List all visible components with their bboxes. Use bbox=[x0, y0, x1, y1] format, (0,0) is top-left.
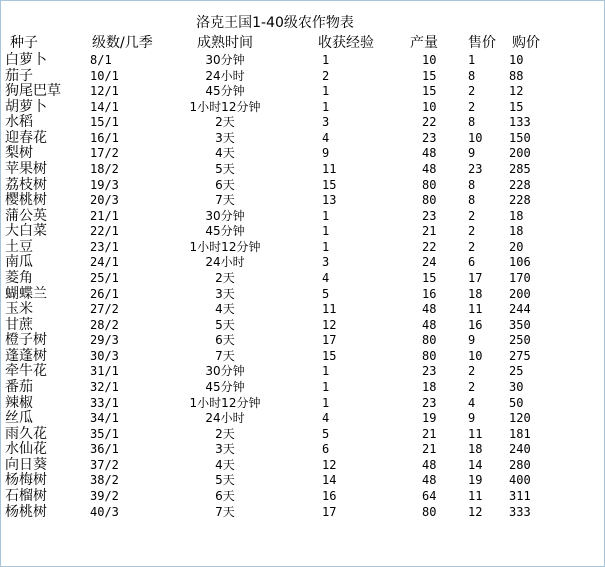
table-row bbox=[0, 178, 605, 193]
cell-level-seasons: 22/1 bbox=[90, 224, 119, 239]
cell-yield: 80 bbox=[422, 193, 437, 208]
table-row bbox=[0, 193, 605, 208]
cell-sell-price: 10 bbox=[468, 348, 483, 363]
cell-level-seasons: 28/2 bbox=[90, 317, 119, 332]
cell-buy-price: 88 bbox=[509, 68, 524, 83]
cell-seed: 茄子 bbox=[5, 67, 33, 84]
cell-level-seasons: 20/3 bbox=[90, 193, 119, 208]
cell-yield: 15 bbox=[422, 68, 437, 83]
header-seed: 种子 bbox=[10, 35, 38, 51]
cell-yield: 21 bbox=[422, 426, 437, 441]
cell-seed: 辣椒 bbox=[5, 394, 33, 411]
cell-sell-price: 2 bbox=[468, 224, 476, 239]
header-mature-time: 成熟时间 bbox=[197, 35, 253, 51]
cell-level-seasons: 30/3 bbox=[90, 348, 119, 363]
header-sell-price: 售价 bbox=[468, 35, 496, 51]
cell-sell-price: 14 bbox=[468, 457, 483, 472]
cell-sell-price: 18 bbox=[468, 286, 483, 301]
cell-seed: 荔枝树 bbox=[5, 176, 47, 193]
cell-buy-price: 228 bbox=[509, 193, 531, 208]
cell-yield: 18 bbox=[422, 379, 437, 394]
cell-sell-price: 2 bbox=[468, 208, 476, 223]
cell-seed: 牵牛花 bbox=[5, 363, 47, 380]
table-row bbox=[0, 146, 605, 161]
cell-buy-price: 150 bbox=[509, 130, 531, 145]
cell-buy-price: 244 bbox=[509, 302, 531, 317]
cell-seed: 土豆 bbox=[5, 238, 33, 255]
cell-sell-price: 2 bbox=[468, 364, 476, 379]
cell-mature-time: 3天 bbox=[215, 130, 235, 145]
cell-yield: 15 bbox=[422, 84, 437, 99]
table-row bbox=[0, 349, 605, 364]
cell-level-seasons: 33/1 bbox=[90, 395, 119, 410]
cell-yield: 80 bbox=[422, 333, 437, 348]
table-row bbox=[0, 364, 605, 379]
cell-mature-time: 30分钟 bbox=[205, 53, 245, 67]
cell-buy-price: 350 bbox=[509, 317, 531, 332]
cell-buy-price: 333 bbox=[509, 504, 531, 519]
cell-harvest-exp: 13 bbox=[322, 193, 337, 208]
cell-buy-price: 120 bbox=[509, 411, 531, 426]
cell-buy-price: 12 bbox=[509, 84, 524, 99]
table-row bbox=[0, 427, 605, 442]
cell-sell-price: 9 bbox=[468, 146, 476, 161]
cell-seed: 蒲公英 bbox=[5, 207, 47, 224]
cell-seed: 蝴蝶兰 bbox=[5, 285, 47, 302]
cell-yield: 21 bbox=[422, 442, 437, 457]
cell-seed: 南瓜 bbox=[5, 254, 33, 271]
table-row bbox=[0, 53, 605, 68]
cell-sell-price: 6 bbox=[468, 255, 476, 270]
cell-yield: 23 bbox=[422, 130, 437, 145]
cell-buy-price: 15 bbox=[509, 99, 524, 114]
cell-buy-price: 20 bbox=[509, 239, 524, 254]
cell-mature-time: 24小时 bbox=[205, 411, 245, 426]
cell-seed: 白萝卜 bbox=[5, 52, 47, 68]
cell-mature-time: 5天 bbox=[215, 161, 235, 176]
cell-yield: 64 bbox=[422, 488, 437, 503]
cell-buy-price: 181 bbox=[509, 426, 531, 441]
cell-level-seasons: 35/1 bbox=[90, 426, 119, 441]
cell-seed: 杨桃树 bbox=[5, 503, 47, 520]
cell-sell-price: 12 bbox=[468, 504, 483, 519]
cell-level-seasons: 19/3 bbox=[90, 177, 119, 192]
cell-mature-time: 1小时12分钟 bbox=[189, 239, 261, 254]
header-level-seasons: 级数/几季 bbox=[92, 35, 153, 51]
cell-yield: 19 bbox=[422, 411, 437, 426]
cell-sell-price: 8 bbox=[468, 193, 476, 208]
table-row bbox=[0, 505, 605, 520]
cell-seed: 苹果树 bbox=[5, 160, 47, 177]
table-row bbox=[0, 442, 605, 457]
cell-harvest-exp: 1 bbox=[322, 224, 330, 239]
cell-seed: 杨梅树 bbox=[5, 472, 47, 489]
cell-level-seasons: 15/1 bbox=[90, 115, 119, 130]
cell-mature-time: 4天 bbox=[215, 146, 235, 161]
cell-sell-price: 17 bbox=[468, 270, 483, 285]
cell-harvest-exp: 4 bbox=[322, 130, 330, 145]
cell-harvest-exp: 1 bbox=[322, 84, 330, 99]
cell-level-seasons: 23/1 bbox=[90, 239, 119, 254]
table-row bbox=[0, 396, 605, 411]
cell-level-seasons: 29/3 bbox=[90, 333, 119, 348]
cell-seed: 石榴树 bbox=[5, 487, 47, 504]
cell-harvest-exp: 16 bbox=[322, 488, 337, 503]
cell-level-seasons: 17/2 bbox=[90, 146, 119, 161]
cell-harvest-exp: 5 bbox=[322, 426, 330, 441]
cell-harvest-exp: 1 bbox=[322, 395, 330, 410]
cell-level-seasons: 25/1 bbox=[90, 270, 119, 285]
cell-buy-price: 106 bbox=[509, 255, 531, 270]
cell-sell-price: 2 bbox=[468, 239, 476, 254]
cell-harvest-exp: 15 bbox=[322, 177, 337, 192]
cell-buy-price: 250 bbox=[509, 333, 531, 348]
cell-sell-price: 2 bbox=[468, 84, 476, 99]
cell-harvest-exp: 14 bbox=[322, 473, 337, 488]
table-title: 洛克王国1-40级农作物表 bbox=[196, 15, 354, 31]
cell-mature-time: 3天 bbox=[215, 286, 235, 301]
table-row bbox=[0, 69, 605, 84]
cell-harvest-exp: 12 bbox=[322, 457, 337, 472]
cell-sell-price: 1 bbox=[468, 53, 476, 67]
cell-harvest-exp: 1 bbox=[322, 379, 330, 394]
table-row bbox=[0, 287, 605, 302]
cell-level-seasons: 10/1 bbox=[90, 68, 119, 83]
cell-buy-price: 10 bbox=[509, 53, 524, 67]
cell-buy-price: 50 bbox=[509, 395, 524, 410]
cell-buy-price: 275 bbox=[509, 348, 531, 363]
table-row bbox=[0, 224, 605, 239]
cell-sell-price: 9 bbox=[468, 333, 476, 348]
cell-mature-time: 3天 bbox=[215, 442, 235, 457]
cell-yield: 80 bbox=[422, 504, 437, 519]
cell-buy-price: 311 bbox=[509, 488, 531, 503]
cell-level-seasons: 34/1 bbox=[90, 411, 119, 426]
cell-sell-price: 23 bbox=[468, 161, 483, 176]
cell-mature-time: 45分钟 bbox=[205, 84, 245, 99]
cell-seed: 甘蔗 bbox=[5, 316, 33, 333]
cell-yield: 48 bbox=[422, 457, 437, 472]
cell-harvest-exp: 1 bbox=[322, 208, 330, 223]
cell-mature-time: 45分钟 bbox=[205, 379, 245, 394]
cell-yield: 22 bbox=[422, 115, 437, 130]
cell-harvest-exp: 5 bbox=[322, 286, 330, 301]
cell-buy-price: 200 bbox=[509, 286, 531, 301]
cell-seed: 雨久花 bbox=[5, 425, 47, 442]
cell-seed: 蓬蓬树 bbox=[5, 347, 47, 364]
cell-level-seasons: 38/2 bbox=[90, 473, 119, 488]
cell-seed: 樱桃树 bbox=[5, 192, 47, 209]
cell-harvest-exp: 3 bbox=[322, 255, 330, 270]
cell-yield: 22 bbox=[422, 239, 437, 254]
table-row bbox=[0, 333, 605, 348]
cell-seed: 丝瓜 bbox=[5, 410, 33, 427]
cell-mature-time: 24小时 bbox=[205, 68, 245, 83]
cell-seed: 水仙花 bbox=[5, 441, 47, 458]
cell-sell-price: 16 bbox=[468, 317, 483, 332]
cell-level-seasons: 32/1 bbox=[90, 379, 119, 394]
cell-harvest-exp: 6 bbox=[322, 442, 330, 457]
cell-level-seasons: 8/1 bbox=[90, 53, 112, 67]
table-row bbox=[0, 115, 605, 130]
header-yield: 产量 bbox=[410, 35, 438, 51]
cell-harvest-exp: 1 bbox=[322, 239, 330, 254]
cell-mature-time: 2天 bbox=[215, 115, 235, 130]
cell-mature-time: 45分钟 bbox=[205, 224, 245, 239]
table-row bbox=[0, 473, 605, 488]
cell-harvest-exp: 2 bbox=[322, 68, 330, 83]
table-row bbox=[0, 209, 605, 224]
cell-buy-price: 200 bbox=[509, 146, 531, 161]
cell-seed: 胡萝卜 bbox=[5, 98, 47, 115]
cell-mature-time: 6天 bbox=[215, 177, 235, 192]
cell-harvest-exp: 3 bbox=[322, 115, 330, 130]
cell-buy-price: 170 bbox=[509, 270, 531, 285]
cell-buy-price: 400 bbox=[509, 473, 531, 488]
cell-buy-price: 25 bbox=[509, 364, 524, 379]
cell-buy-price: 133 bbox=[509, 115, 531, 130]
cell-seed: 橙子树 bbox=[5, 332, 47, 349]
cell-sell-price: 11 bbox=[468, 302, 483, 317]
table-row bbox=[0, 162, 605, 177]
table-row bbox=[0, 302, 605, 317]
cell-sell-price: 8 bbox=[468, 115, 476, 130]
cell-sell-price: 2 bbox=[468, 379, 476, 394]
cell-mature-time: 5天 bbox=[215, 473, 235, 488]
cell-harvest-exp: 12 bbox=[322, 317, 337, 332]
cell-buy-price: 30 bbox=[509, 379, 524, 394]
cell-seed: 玉米 bbox=[5, 301, 33, 318]
cell-level-seasons: 24/1 bbox=[90, 255, 119, 270]
table-row bbox=[0, 131, 605, 146]
header-harvest-exp: 收获经验 bbox=[318, 35, 374, 51]
cell-buy-price: 280 bbox=[509, 457, 531, 472]
cell-yield: 23 bbox=[422, 208, 437, 223]
cell-level-seasons: 40/3 bbox=[90, 504, 119, 519]
cell-mature-time: 5天 bbox=[215, 317, 235, 332]
cell-yield: 48 bbox=[422, 302, 437, 317]
cell-harvest-exp: 9 bbox=[322, 146, 330, 161]
cell-level-seasons: 37/2 bbox=[90, 457, 119, 472]
cell-level-seasons: 16/1 bbox=[90, 130, 119, 145]
cell-yield: 23 bbox=[422, 364, 437, 379]
cell-level-seasons: 36/1 bbox=[90, 442, 119, 457]
cell-level-seasons: 27/2 bbox=[90, 302, 119, 317]
cell-sell-price: 9 bbox=[468, 411, 476, 426]
cell-buy-price: 285 bbox=[509, 161, 531, 176]
cell-sell-price: 8 bbox=[468, 177, 476, 192]
cell-buy-price: 18 bbox=[509, 224, 524, 239]
cell-level-seasons: 26/1 bbox=[90, 286, 119, 301]
cell-seed: 水稻 bbox=[5, 114, 33, 131]
cell-mature-time: 1小时12分钟 bbox=[189, 395, 261, 410]
table-row bbox=[0, 489, 605, 504]
cell-sell-price: 8 bbox=[468, 68, 476, 83]
cell-harvest-exp: 17 bbox=[322, 333, 337, 348]
cell-mature-time: 30分钟 bbox=[205, 364, 245, 379]
cell-buy-price: 240 bbox=[509, 442, 531, 457]
cell-harvest-exp: 1 bbox=[322, 364, 330, 379]
cell-harvest-exp: 1 bbox=[322, 99, 330, 114]
cell-yield: 10 bbox=[422, 99, 437, 114]
cell-harvest-exp: 11 bbox=[322, 161, 337, 176]
cell-yield: 21 bbox=[422, 224, 437, 239]
cell-mature-time: 24小时 bbox=[205, 255, 245, 270]
cell-seed: 番茄 bbox=[5, 378, 33, 395]
cell-sell-price: 4 bbox=[468, 395, 476, 410]
cell-mature-time: 2天 bbox=[215, 270, 235, 285]
cell-harvest-exp: 1 bbox=[322, 53, 330, 67]
cell-yield: 15 bbox=[422, 270, 437, 285]
table-row bbox=[0, 255, 605, 270]
cell-mature-time: 7天 bbox=[215, 504, 235, 519]
table-row bbox=[0, 458, 605, 473]
table-row bbox=[0, 271, 605, 286]
cell-seed: 狗尾巴草 bbox=[5, 83, 61, 100]
table-row bbox=[0, 84, 605, 99]
cell-mature-time: 6天 bbox=[215, 488, 235, 503]
cell-harvest-exp: 4 bbox=[322, 270, 330, 285]
cell-level-seasons: 39/2 bbox=[90, 488, 119, 503]
table-row bbox=[0, 380, 605, 395]
cell-mature-time: 2天 bbox=[215, 426, 235, 441]
cell-yield: 24 bbox=[422, 255, 437, 270]
cell-yield: 48 bbox=[422, 146, 437, 161]
cell-mature-time: 7天 bbox=[215, 193, 235, 208]
cell-harvest-exp: 4 bbox=[322, 411, 330, 426]
cell-level-seasons: 18/2 bbox=[90, 161, 119, 176]
cell-seed: 向日葵 bbox=[5, 456, 47, 473]
cell-yield: 80 bbox=[422, 348, 437, 363]
table-row bbox=[0, 240, 605, 255]
cell-level-seasons: 21/1 bbox=[90, 208, 119, 223]
cell-harvest-exp: 15 bbox=[322, 348, 337, 363]
cell-mature-time: 4天 bbox=[215, 457, 235, 472]
cell-seed: 梨树 bbox=[5, 145, 33, 162]
cell-sell-price: 2 bbox=[468, 99, 476, 114]
cell-buy-price: 228 bbox=[509, 177, 531, 192]
cell-mature-time: 30分钟 bbox=[205, 208, 245, 223]
cell-mature-time: 7天 bbox=[215, 348, 235, 363]
cell-seed: 大白菜 bbox=[5, 223, 47, 240]
table-row bbox=[0, 318, 605, 333]
cell-mature-time: 6天 bbox=[215, 333, 235, 348]
cell-yield: 48 bbox=[422, 317, 437, 332]
cell-yield: 23 bbox=[422, 395, 437, 410]
table-row bbox=[0, 100, 605, 115]
table-header bbox=[0, 35, 605, 50]
cell-yield: 10 bbox=[422, 53, 437, 67]
cell-yield: 48 bbox=[422, 161, 437, 176]
cell-level-seasons: 14/1 bbox=[90, 99, 119, 114]
cell-buy-price: 18 bbox=[509, 208, 524, 223]
cell-seed: 菱角 bbox=[5, 269, 33, 286]
cell-yield: 48 bbox=[422, 473, 437, 488]
cell-seed: 迎春花 bbox=[5, 129, 47, 146]
cell-yield: 16 bbox=[422, 286, 437, 301]
cell-harvest-exp: 11 bbox=[322, 302, 337, 317]
cell-sell-price: 19 bbox=[468, 473, 483, 488]
cell-yield: 80 bbox=[422, 177, 437, 192]
cell-mature-time: 4天 bbox=[215, 302, 235, 317]
cell-sell-price: 18 bbox=[468, 442, 483, 457]
cell-sell-price: 11 bbox=[468, 426, 483, 441]
header-buy-price: 购价 bbox=[512, 35, 540, 51]
cell-sell-price: 10 bbox=[468, 130, 483, 145]
cell-mature-time: 1小时12分钟 bbox=[189, 99, 261, 114]
cell-level-seasons: 31/1 bbox=[90, 364, 119, 379]
cell-harvest-exp: 17 bbox=[322, 504, 337, 519]
cell-sell-price: 11 bbox=[468, 488, 483, 503]
table-row bbox=[0, 411, 605, 426]
cell-level-seasons: 12/1 bbox=[90, 84, 119, 99]
